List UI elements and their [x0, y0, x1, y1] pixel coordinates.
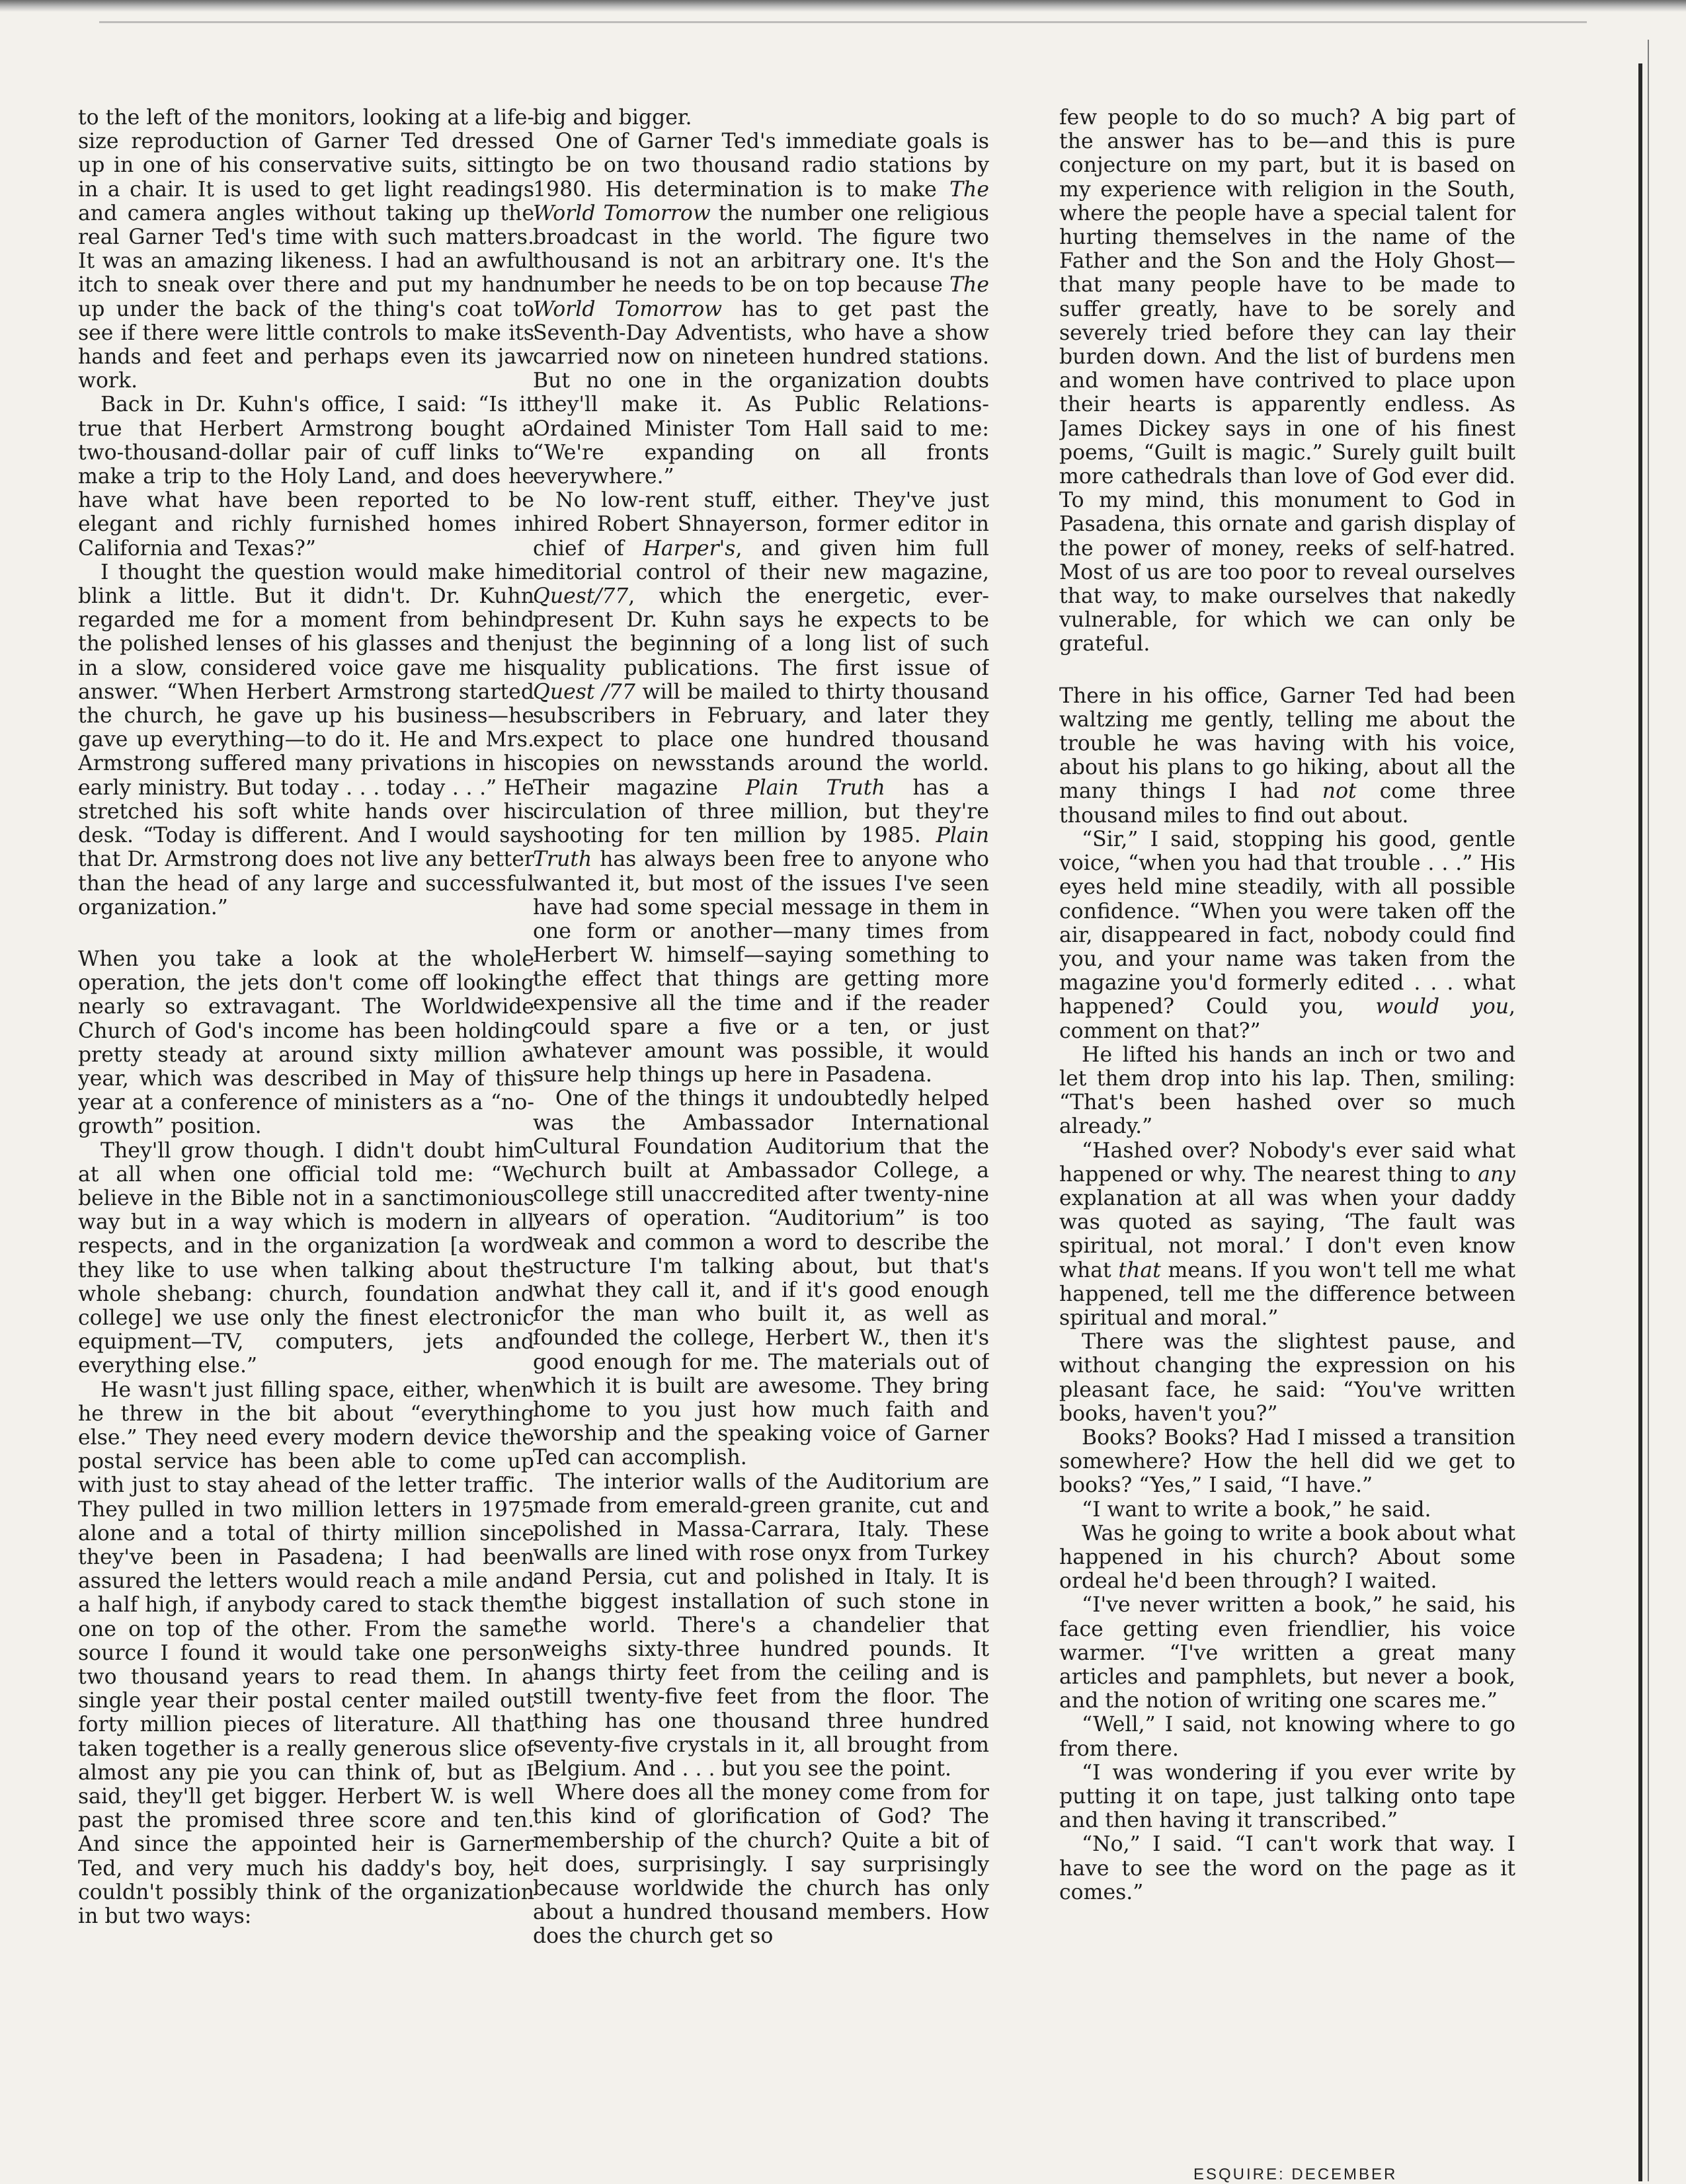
paragraph: One of Garner Ted's immediate goals is to be on two thousand radio stations by 1980. His determination is to make The World Tomorrow the number one religious broadcast in the world. The figure two thousand is not an arbitrary one. It's the number he needs to be on top because The World Tomorrow has to get past the Seventh-Day Adventists, who have a show carried now on nineteen hundred stations. But no one in the organization doubts they'll make it. As Public Relations-Ordained Minister Tom Hall said to me: “We're expanding on all fronts everywhere.” [533, 130, 989, 489]
paragraph: Where does all the money come from for this kind of glorification of God? The membership of the church? Quite a bit of it does, surprisingly. I say surprisingly because worldwide the church has only about a hundred thousand members. How does the church get so [533, 1781, 989, 1949]
page-edge-shadow [1648, 40, 1649, 2181]
paragraph: “I've never written a book,” he said, his face getting even friendlier, his voice warmer. “I've written a great many articles and pamphlets, but never a book, and the notion of writing one scares me.” [1059, 1593, 1515, 1713]
paragraph: Back in Dr. Kuhn's office, I said: “Is it true that Herbert Armstrong bought a two-thousand-dollar pair of cuff links to make a trip to the Holy Land, and does he have what have been reported to be elegant and richly furnished homes in California and Texas?” [78, 393, 534, 561]
italic-word: not [1322, 779, 1357, 804]
scan-rule [99, 21, 1587, 23]
column-left [78, 106, 534, 2162]
italic-word: that [1118, 1258, 1161, 1282]
paragraph: There was the slightest pause, and without changing the expression on his pleasant face, he said: “You've written books, haven't you?” [1059, 1330, 1515, 1426]
paragraph: Was he going to write a book about what happened in his church? About some ordeal he'd been through? I waited. [1059, 1521, 1515, 1594]
paragraph: There in his office, Garner Ted had been waltzing me gently, telling me about the trouble he was having with his voice, about his plans to go hiking, about all the many things I had not come three thousand miles to find out about. [1059, 683, 1515, 828]
italic-title: Plain Truth [745, 775, 885, 800]
italic-title: The World Tomorrow [533, 177, 989, 225]
italic-word: any [1478, 1162, 1515, 1187]
scan-top-edge [0, 0, 1686, 12]
paragraph: big and bigger. [533, 106, 692, 130]
page-edge-rule [1638, 63, 1642, 2181]
paragraph: “I want to write a book,” he said. [1082, 1497, 1431, 1522]
italic-title: The World Tomorrow [533, 273, 989, 321]
paragraph: They'll grow though. I didn't doubt him at all when one official told me: “We believe in the Bible not in a sanctimonious way but in a way which is modern in all respects, and in the organization [a word they like to use when talking about the whole shebang: church, foundation and college] we use only the finest electronic equipment—TV, computers, jets and everything else.” [78, 1138, 534, 1378]
paragraph: He lifted his hands an inch or two and let them drop into his lap. Then, smiling: “That's been hashed over so much already.” [1059, 1042, 1515, 1139]
page-footer: ESQUIRE: DECEMBER [1193, 2165, 1398, 2183]
paragraph: No low-rent stuff, either. They've just hired Robert Shnayerson, former editor in chief of Harper's, and given him full editorial control of their new magazine, Quest/77, which the energetic, ever-present Dr. Kuhn says he expects to be just the beginning of a long list of such quality publications. The first issue of Quest /77 will be mailed to thirty thousand subscribers in February, and later they expect to place one hundred thousand copies on newsstands around the world. Their magazine Plain Truth has a circulation of three million, but they're shooting for ten million by 1985. Plain Truth has always been free to anyone who wanted it, but most of the issues I've seen have had some special message in them in one form or another—many times from Herbert W. himself—saying something to the effect that things are getting more expensive all the time and if the reader could spare a five or a ten, or just whatever amount was possible, it would sure help things up here in Pasadena. [533, 488, 989, 1087]
paragraph: I thought the question would make him blink a little. But it didn't. Dr. Kuhn regarded me for a moment from behind the polished lenses of his glasses and then in a slow, considered voice gave me his answer. “When Herbert Armstrong started the church, he gave up his business—he gave up everything—to do it. He and Mrs. Armstrong suffered many privations in his early ministry. But today . . . today . . .” He stretched his soft white hands over his desk. “Today is different. And I would say that Dr. Armstrong does not live any better than the head of any large and successful organization.” [78, 560, 534, 919]
paragraph: One of the things it undoubtedly helped was the Ambassador International Cultural Foundation Auditorium that the church built at Ambassador College, a college still unaccredited after twenty-nine years of operation. “Auditorium” is too weak and common a word to describe the structure I'm talking about, but that's what they call it, and if it's good enough for the man who built it, as well as founded the college, Herbert W., then it's good enough for me. The materials out of which it is built are awesome. They bring home to you just how much faith and worship and the speaking voice of Garner Ted can accomplish. [533, 1087, 989, 1470]
italic-title: Harper's [643, 536, 736, 561]
paragraph: “Sir,” I said, stopping his good, gentle voice, “when you had that trouble . . .” His eyes held mine steadily, with all possible confidence. “When you were taken off the air, disappeared in fact, nobody could find you, and your name was taken from the magazine you'd formerly edited . . . what happened? Could you, would you, comment on that?” [1059, 827, 1515, 1043]
paragraph: “Well,” I said, not knowing where to go from there. [1059, 1713, 1515, 1761]
paragraph: Books? Books? Had I missed a transition somewhere? How the hell did we get to books? “Yes,” I said, “I have.” [1059, 1425, 1515, 1498]
italic-title: Quest /77 [533, 680, 635, 704]
italic-title: Quest/77 [533, 584, 629, 609]
column-middle [533, 106, 989, 2162]
paragraph: “I was wondering if you ever write by putting it on tape, just talking onto tape and then having it transcribed.” [1059, 1760, 1515, 1833]
paragraph: He wasn't just filling space, either, when he threw in the bit about “everything else.” They need every modern device the postal service has been able to come up with just to stay ahead of the letter traffic. They pulled in two million letters in 1975 alone and a total of thirty million since they've been in Pasadena; I had been assured the letters would reach a mile and a half high, if anybody cared to stack them one on top of the other. From the same source I found it would take one person two thousand years to read them. In a single year their postal center mailed out forty million pieces of literature. All that taken together is a really generous slice of almost any pie you can think of, but as I said, they'll get bigger. Herbert W. is well past the promised three score and ten. And since the appointed heir is Garner Ted, and very much his daddy's boy, he couldn't possibly think of the organization in but two ways: [78, 1378, 534, 1929]
paragraph: “No,” I said. “I can't work that way. I have to see the word on the page as it comes.” [1059, 1832, 1515, 1904]
paragraph: few people to do so much? A big part of the answer has to be—and this is pure conjecture on my part, but it is based on my experience with religion in the South, where the people have a special talent for hurting themselves in the name of the Father and the Son and the Holy Ghost—that many people have to be made to suffer greatly, have to be sorely and severely tried before they can lay their burden down. And the list of burdens men and women have contrived to place upon their hearts is apparently endless. As James Dickey says in one of his finest poems, “Guilt is magic.” Surely guilt built more cathedrals than love of God ever did. To my mind, this monument to God in Pasadena, this ornate and garish display of the power of money, reeks of self-hatred. Most of us are too poor to reveal ourselves that way, to make ourselves that nakedly vulnerable, for which we can only be grateful. [1059, 106, 1515, 656]
italic-word: would you [1375, 995, 1509, 1019]
paragraph: The interior walls of the Auditorium are made from emerald-green granite, cut and polished in Massa-Carrara, Italy. These walls are lined with rose onyx from Turkey and Persia, cut and polished in Italy. It is the biggest installation of such stone in the world. There's a chandelier that weighs sixty-three hundred pounds. It hangs thirty feet from the ceiling and is still twenty-five feet from the floor. The thing has one thousand three hundred seventy-five crystals in it, all brought from Belgium. And . . . but you see the point. [533, 1469, 989, 1781]
paragraph: When you take a look at the whole operation, the jets don't come off looking nearly so extravagant. The Worldwide Church of God's income has been holding pretty steady at around sixty million a year, which was described in May of this year at a conference of ministers as a “no-growth” position. [78, 947, 534, 1139]
paragraph: “Hashed over? Nobody's ever said what happened or why. The nearest thing to any explanation at all was when your daddy was quoted as saying, ‘The fault was spiritual, not moral.’ I don't even know what that means. If you won't tell me what happened, tell me the difference between spiritual and moral.” [1059, 1138, 1515, 1330]
italic-title: Plain Truth [533, 824, 989, 872]
column-right [1059, 106, 1515, 2162]
paragraph: to the left of the monitors, looking at a life-size reproduction of Garner Ted dressed up in one of his conservative suits, sitting in a chair. It is used to get light readings and camera angles without taking up the real Garner Ted's time with such matters. It was an amazing likeness. I had an awful itch to sneak over there and put my hand up under the back of the thing's coat to see if there were little controls to make its hands and feet and perhaps even its jaw work. [78, 106, 534, 393]
